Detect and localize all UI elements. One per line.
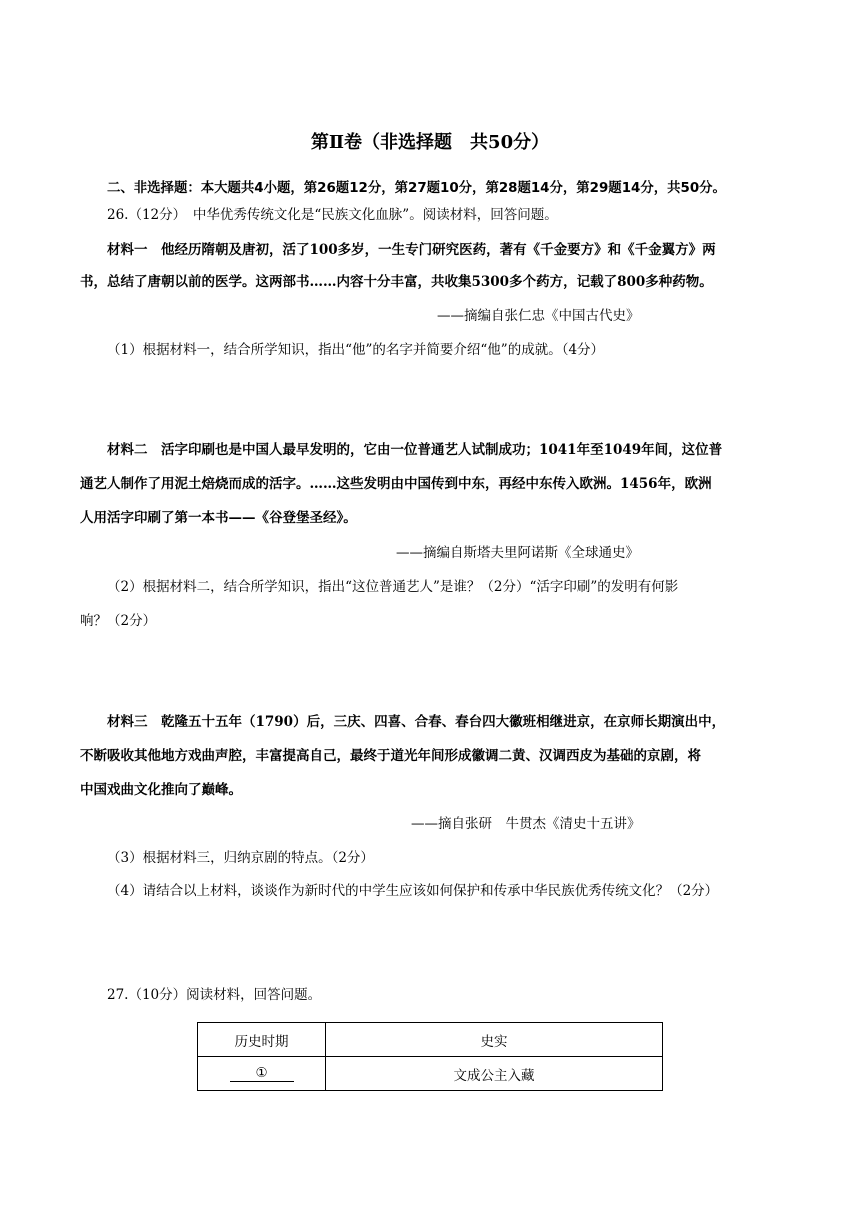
table-cell-period <box>198 1057 326 1091</box>
material-3-line-2: 不断吸收其他地方戏曲声腔，丰富提高自己，最终于道光年间形成徽调二黄、汉调西皮为基础的京剧，将 <box>80 748 701 764</box>
material-3-source: ——摘自张研 牛贯杰《清史十五讲》 <box>411 816 641 832</box>
answer-blank-1[interactable]: ① <box>230 1065 294 1082</box>
table-row <box>198 1057 663 1091</box>
material-1-line-2: 书，总结了唐朝以前的医学。这两部书……内容十分丰富，共收集5300多个药方，记载了800多种药物。 <box>80 274 713 290</box>
page-title: 第Ⅱ卷（非选择题 共50分） <box>310 132 550 153</box>
question-3: （3）根据材料三，归纳京剧的特点。（2分） <box>107 850 374 866</box>
material-2-line-3: 人用活字印刷了第一本书——《谷登堡圣经》。 <box>80 510 357 526</box>
material-2-line-1: 材料二 活字印刷也是中国人最早发明的，它由一位普通艺人试制成功；1041年至1049年间，这位普 <box>107 442 723 458</box>
question-2-line-1: （2）根据材料二，结合所学知识，指出“这位普通艺人”是谁？（2分）“活字印刷”的发明有何影 <box>107 579 679 595</box>
table-header-fact: 史实 <box>326 1023 663 1057</box>
material-1-line-1: 材料一 他经历隋朝及唐初，活了100多岁，一生专门研究医药，著有《千金要方》和《千金翼方》两 <box>107 242 716 258</box>
table-cell-fact: 文成公主入藏 <box>326 1057 663 1091</box>
q26-intro: 26.（12分） 中华优秀传统文化是“民族文化血脉”。阅读材料，回答问题。 <box>107 207 558 223</box>
table-header-row <box>198 1023 663 1057</box>
question-4: （4）请结合以上材料，谈谈作为新时代的中学生应该如何保护和传承中华民族优秀传统文化？（2分） <box>107 883 719 899</box>
section-header: 二、非选择题：本大题共4小题，第26题12分，第27题10分，第28题14分，第29题14分，共50分。 <box>107 181 726 196</box>
material-3-line-1: 材料三 乾隆五十五年（1790）后，三庆、四喜、合春、春台四大徽班相继进京，在京师长期演出中， <box>107 714 726 730</box>
question-2-line-2: 响？（2分） <box>80 613 157 629</box>
q27-intro: 27.（10分）阅读材料，回答问题。 <box>107 987 322 1003</box>
material-2-line-2: 通艺人制作了用泥土焙烧而成的活字。……这些发明由中国传到中东，再经中东传入欧洲。1456年，欧洲 <box>80 476 712 492</box>
question-1: （1）根据材料一，结合所学知识，指出“他”的名字并简要介绍“他”的成就。（4分） <box>107 342 605 358</box>
history-table <box>197 1022 663 1091</box>
material-1-source: ——摘编自张仁忠《中国古代史》 <box>437 308 640 324</box>
material-3-line-3: 中国戏曲文化推向了巅峰。 <box>80 782 242 798</box>
material-2-source: ——摘编自斯塔夫里阿诺斯《全球通史》 <box>396 545 639 561</box>
table-header-period: 历史时期 <box>198 1023 326 1057</box>
